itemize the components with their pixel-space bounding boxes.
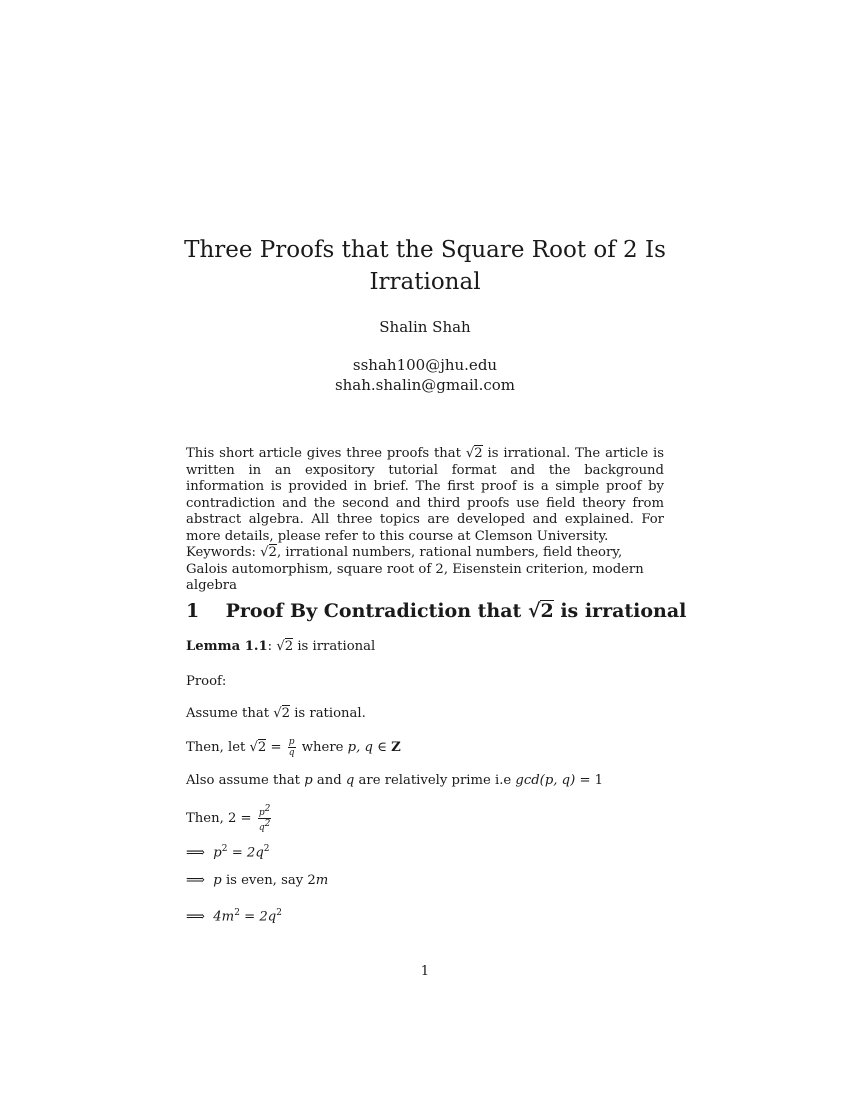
proof-step-relatively-prime: Also assume that p and q are relatively prime i.e gcd(p, q) = 1 <box>186 773 604 788</box>
implies-symbol: ⟹ <box>186 909 205 925</box>
sqrt-2-math: √2 <box>276 639 294 654</box>
section-heading <box>186 600 686 622</box>
proof-step-then-2: Then, 2 = $\frac{p^2}{q^2}$ <box>186 804 271 833</box>
fraction-p2-over-q2: $\frac{p^2}{q^2}$ <box>258 804 271 833</box>
section-title-text-1: Proof By Contradiction that <box>225 600 522 622</box>
fraction-p-over-q: $\frac{p}{q}$ <box>288 737 295 758</box>
abstract-text-1: This short article gives three proofs that <box>186 446 461 461</box>
proof-step-then-let: Then, let √2 = $\frac{p}{q}$ where p, q ∈ Z <box>186 737 401 758</box>
sqrt-2-math: √2 <box>249 740 267 755</box>
keywords-paragraph <box>186 544 664 595</box>
email-secondary: shah.shalin@gmail.com <box>334 376 516 394</box>
lemma-label: Lemma 1.1 <box>186 639 268 654</box>
keywords-list: , irrational numbers, rational numbers, field theory, Galois automorphism, square root of 2, Eisenstein criterion, modern algebra <box>186 545 644 594</box>
page-number: 1 <box>420 964 430 979</box>
paper-title-line-1: Three Proofs that the Square Root of 2 Is <box>184 237 666 263</box>
sqrt-2-math: √2 <box>465 446 483 461</box>
implies-symbol: ⟹ <box>186 873 205 888</box>
author-name: Shalin Shah <box>379 318 471 336</box>
section-number: 1 <box>186 600 200 622</box>
keywords-label: Keywords: <box>186 545 256 560</box>
paper-title-line-2: Irrational <box>369 269 481 295</box>
proof-step-implies-2: ⟹ p is even, say 2m <box>186 873 329 888</box>
implies-symbol: ⟹ <box>186 845 205 861</box>
section-title-text-2: is irrational <box>560 600 687 622</box>
email-primary: sshah100@jhu.edu <box>352 356 498 374</box>
lemma-statement: Lemma 1.1: √2 is irrational <box>186 639 376 654</box>
proof-step-assume: Assume that √2 is rational. <box>186 706 366 721</box>
proof-label: Proof: <box>186 674 227 689</box>
paper-title <box>0 234 850 298</box>
sqrt-2-math: √2 <box>260 545 277 560</box>
abstract-paragraph <box>186 445 664 546</box>
lemma-text: is irrational <box>297 639 376 654</box>
abstract-text-2: is irrational. The article is written in an expository tutorial format and the background information is provided in brief. The first proof is a simple proof by contradiction and the second and third proofs use field theory from abstract algebra. All three topics are developed and explained. For more details, please refer to this course at Clemson University. <box>186 446 665 544</box>
sqrt-2-math: √2 <box>273 706 291 721</box>
proof-step-implies-3: ⟹ $4m^2 = 2q^2$ <box>186 908 282 925</box>
sqrt-2-math: √2 <box>527 600 554 622</box>
proof-step-implies-1: ⟹ $p^2 = 2q^2$ <box>186 844 270 861</box>
